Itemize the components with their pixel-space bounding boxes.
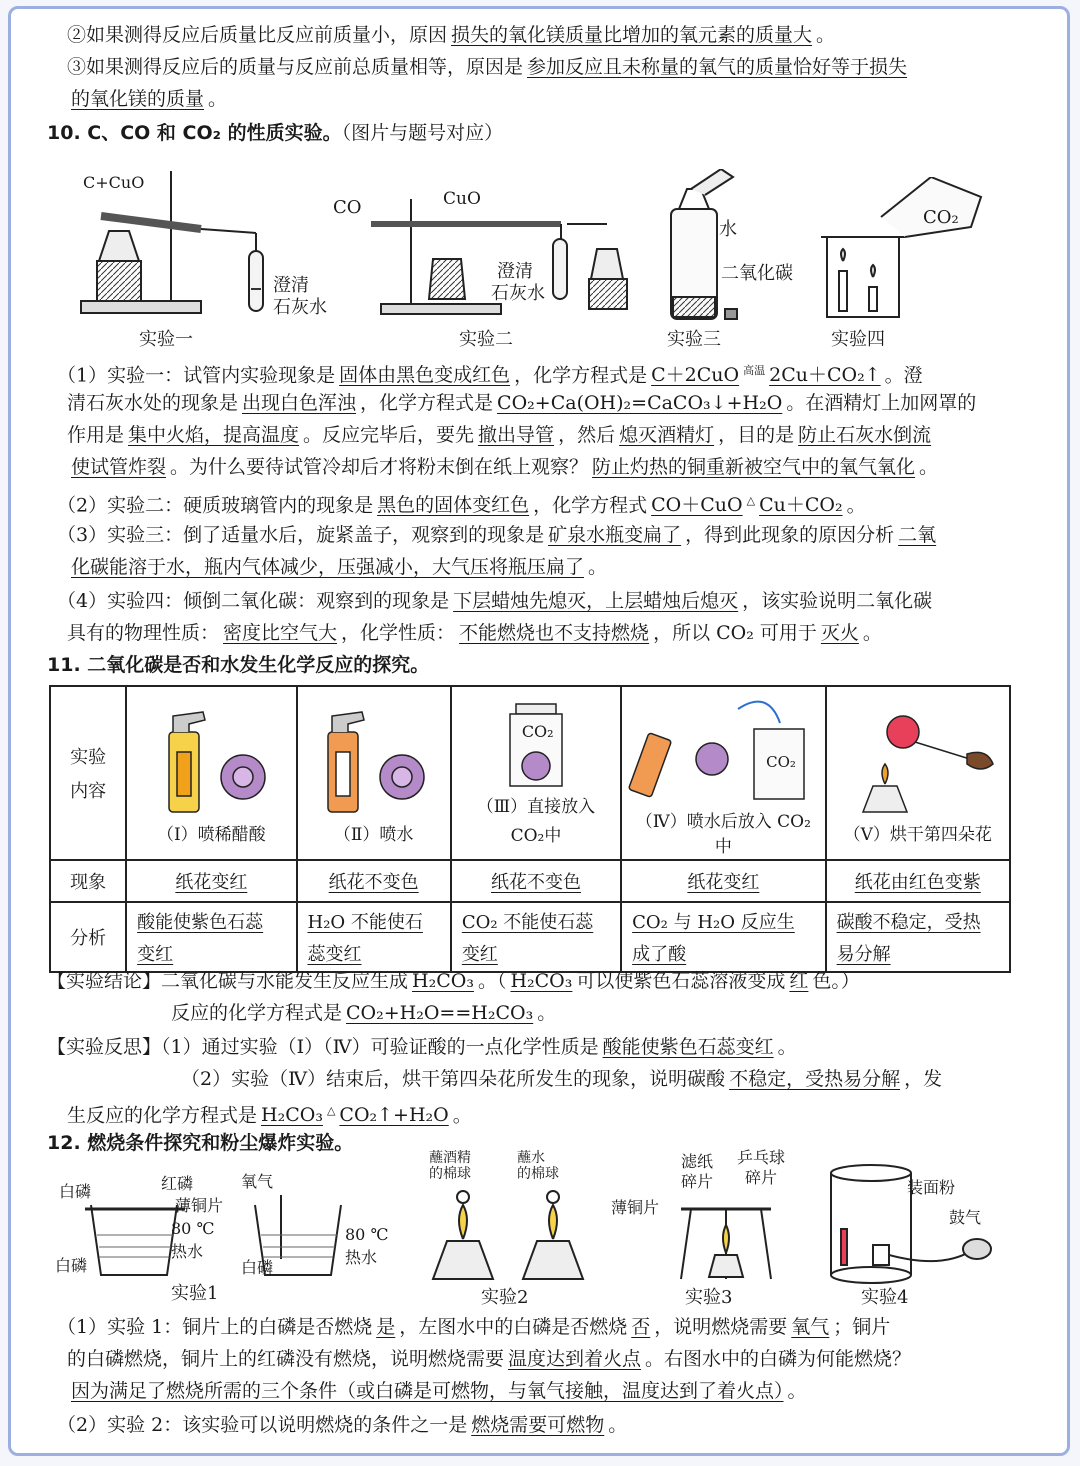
q11-reflection-1: 【实验反思】（1）通过实验（Ⅰ）（Ⅳ）可验证酸的一点化学性质是 酸能使紫色石蕊变红 。	[47, 1036, 797, 1058]
jar-label: CO₂	[766, 753, 796, 771]
fig1b-label-oxygen: 氧气	[241, 1172, 274, 1191]
q12-fig3-tripod	[671, 1189, 781, 1285]
fig2-label-cuo: CuO	[443, 189, 481, 209]
q9-line-3: ③如果测得反应后的质量与反应前总质量相等，原因是 参加反应且未称量的氧气的质量恰好等于损失	[67, 53, 1027, 81]
worksheet-page	[8, 6, 1070, 1456]
fig1-label-lime: 澄清	[273, 275, 309, 296]
answer: 出现白色浑浊	[242, 392, 357, 414]
q10-p3-line2: 化碳能溶于水，瓶内气体减少，压强减小，大气压将瓶压扁了 。	[67, 553, 1027, 581]
fig2-label-lime: 澄清	[497, 261, 533, 282]
answer: 因为满足了燃烧所需的三个条件（或白磷是可燃物，与氧气接触，温度达到了着火点）	[71, 1380, 784, 1402]
answer: 下层蜡烛先熄灭，上层蜡烛后熄灭	[453, 590, 739, 612]
q10-p1-line1: （1）实验一：试管内实验现象是 固体由黑色变成红色 ，化学方程式是 C＋2CuO $^{高温}$ 2Cu＋CO₂↑ 。澄	[57, 364, 923, 387]
fig1-label-red: 红磷	[161, 1174, 194, 1193]
q10-p1-line4: 使试管炸裂 。为什么要待试管冷却后才将粉末倒在纸上观察？ 防止灼热的铜重新被空气中的氧气氧化 。	[67, 453, 1027, 481]
fig1-caption: 实验一	[139, 329, 193, 350]
flower-drying-icon	[833, 702, 1003, 820]
answer: 矿泉水瓶变扁了	[548, 524, 682, 546]
q11-conclusion-2: 反应的化学方程式是 CO₂+H₂O==H₂CO₃ 。	[171, 1002, 557, 1024]
answer: 损失的氧化镁质量比增加的氧元素的质量大	[451, 24, 813, 46]
fig3-label-pingpong2: 碎片	[745, 1168, 778, 1187]
q10-p2: （2）实验二：硬质玻璃管内的现象是 黑色的固体变红色 ，化学方程式 CO＋CuO △ Cu＋CO₂ 。	[57, 494, 866, 517]
q10-p1-line2: 清石灰水处的现象是 出现白色浑浊 ，化学方程式是 CO₂+Ca(OH)₂=CaCO₃↓+H₂O 。在酒精灯上加网罩的	[67, 392, 977, 414]
fig2-label-water2: 的棉球	[517, 1166, 559, 1182]
q10-fig4-beaker	[811, 177, 991, 327]
q9-line-2: ②如果测得反应后质量比反应前质量小，原因 损失的氧化镁质量比增加的氧元素的质量大 。	[67, 24, 836, 46]
answer: 是	[376, 1316, 396, 1338]
analysis-5a: 碳酸不稳定，受热	[836, 912, 981, 933]
equation-left: CO＋CuO	[651, 494, 743, 517]
fig1b-label-white: 白磷	[241, 1258, 274, 1277]
table-row	[50, 860, 1010, 902]
col-3-caption-2: CO₂中	[510, 826, 562, 846]
q11-experiment-table	[49, 685, 1011, 973]
fig1-label-copper: 薄铜片	[175, 1196, 224, 1215]
spray-and-jar-icon	[628, 689, 818, 807]
col-4-image-cell	[621, 686, 825, 860]
q10-p4-line1: （4）实验四：倾倒二氧化碳：观察到的现象是 下层蜡烛先熄灭，上层蜡烛后熄灭 ，该实验说明二氧化碳	[57, 590, 933, 612]
q10-p1-line3: 作用是 集中火焰，提高温度 。反应完毕后，要先 撤出导管 ，然后 熄灭酒精灯 ，目的是 防止石灰水倒流	[67, 421, 1027, 449]
fig2-caption: 实验二	[459, 329, 513, 350]
analysis-3b: 变红	[461, 944, 498, 965]
q12-fig2-burners	[423, 1183, 593, 1283]
analysis-1a: 酸能使紫色石蕊	[137, 912, 264, 933]
condition: △	[746, 494, 756, 507]
spray-bottle-icon	[133, 702, 283, 820]
table-row	[50, 686, 1010, 860]
fig1b-label-hot: 热水	[345, 1248, 378, 1267]
row-header-analysis: 分析	[50, 902, 126, 972]
fig1-label-white2: 白磷	[55, 1256, 88, 1275]
q9-line-4: 的氧化镁的质量 。	[67, 85, 1027, 113]
fig3-label-water: 水	[719, 219, 737, 240]
answer: 燃烧需要可燃物	[471, 1414, 605, 1436]
answer: 参加反应且未称量的氧气的质量恰好等于损失	[527, 56, 908, 78]
answer: 防止灼热的铜重新被空气中的氧气氧化	[592, 456, 916, 478]
q11-reflection-3: 生反应的化学方程式是 H₂CO₃ △ CO₂↑+H₂O 。	[67, 1104, 472, 1127]
fig1-label-temp: 80 ℃	[171, 1219, 215, 1238]
answer: 黑色的固体变红色	[377, 494, 530, 517]
fig1b-label-temp: 80 ℃	[345, 1225, 389, 1244]
equation-right: CO₂↑+H₂O	[339, 1104, 449, 1127]
answer: 酸能使紫色石蕊变红	[602, 1036, 774, 1058]
condition: △	[326, 1104, 336, 1117]
col-3-caption: （Ⅲ）直接放入	[476, 797, 596, 817]
col-3-image-cell	[451, 686, 621, 860]
answer: 不稳定，受热易分解	[729, 1068, 901, 1090]
answer: 否	[631, 1316, 651, 1338]
analysis-2a: H₂O 不能使石	[307, 912, 423, 933]
col-1-caption: （Ⅰ）喷稀醋酸	[156, 824, 266, 845]
fig4-label-flour: 装面粉	[907, 1178, 956, 1197]
fig3-label-copper: 薄铜片	[611, 1198, 660, 1217]
analysis-2b: 蕊变红	[307, 944, 362, 965]
answer: 固体由黑色变成红色	[339, 364, 511, 387]
answer: 红	[789, 970, 809, 992]
fig3-caption: 实验三	[667, 329, 721, 350]
q12-fig1-caption: 实验1	[171, 1283, 219, 1304]
q12-p2: （2）实验 2：该实验可以说明燃烧的条件之一是 燃烧需要可燃物 。	[57, 1414, 628, 1436]
fig2-label-water1: 蘸水	[517, 1150, 545, 1166]
col-4-caption: （Ⅳ）喷水后放入 CO₂中	[635, 812, 811, 857]
phenomenon-2: 纸花不变色	[328, 872, 419, 893]
fig1-label-white: 白磷	[59, 1182, 92, 1201]
col-5-image-cell	[826, 686, 1010, 860]
fig4-caption: 实验四	[831, 329, 885, 350]
col-5-caption: （Ⅴ）烘干第四朵花	[843, 824, 992, 845]
answer: 二氧	[898, 524, 937, 546]
phenomenon-3: 纸花不变色	[490, 872, 581, 893]
q12-title: 12. 燃烧条件探究和粉尘爆炸实验。	[47, 1132, 354, 1154]
answer: 使试管炸裂	[71, 456, 167, 478]
fig2-label-alcohol1: 蘸酒精	[429, 1150, 471, 1166]
fig4-label-blow: 鼓气	[949, 1208, 982, 1227]
analysis-4b: 成了酸	[632, 944, 687, 965]
answer: 温度达到着火点	[508, 1348, 642, 1370]
q12-fig3-caption: 实验3	[685, 1287, 733, 1308]
q10-title: 10. C、CO 和 CO₂ 的性质实验。（图片与题号对应）	[47, 122, 504, 144]
spray-bottle-icon	[304, 702, 444, 820]
q12-p1-line3: 因为满足了燃烧所需的三个条件（或白磷是可燃物，与氧气接触，温度达到了着火点） 。	[67, 1377, 1027, 1405]
phenomenon-1: 纸花变红	[175, 872, 248, 893]
fig2-label-alcohol2: 的棉球	[429, 1166, 471, 1182]
equation: CO₂+H₂O==H₂CO₃	[346, 1002, 534, 1024]
q10-p4-line2: 具有的物理性质： 密度比空气大 ，化学性质： 不能燃烧也不支持燃烧 ，所以 CO₂ 可用于 灭火 。	[67, 622, 882, 644]
q12-p1-line2: 的白磷燃烧，铜片上的红磷没有燃烧，说明燃烧需要 温度达到着火点 。右图水中的白磷为何能燃烧？	[67, 1348, 912, 1370]
row-header-content: 实验 内容	[50, 686, 126, 860]
condition: 高温	[743, 364, 766, 377]
equation-left: H₂CO₃	[261, 1104, 323, 1127]
col-2-caption: （Ⅱ）喷水	[333, 824, 414, 845]
fig1-label-hot: 热水	[171, 1242, 204, 1261]
gas-jar-icon	[458, 700, 614, 792]
answer: H₂CO₃	[510, 970, 573, 992]
fig2-label-lime2: 石灰水	[491, 283, 545, 304]
fig1-label-lime2: 石灰水	[273, 297, 327, 318]
q10-fig3-bottle	[661, 169, 741, 329]
answer: 灭火	[820, 622, 859, 644]
phenomenon-5: 纸花由红色变紫	[854, 872, 981, 893]
col-2-image-cell	[297, 686, 451, 860]
q12-fig4-caption: 实验4	[861, 1287, 909, 1308]
q12-p1-line1: （1）实验 1：铜片上的白磷是否燃烧 是 ，左图水中的白磷是否燃烧 否 ，说明燃烧需要 氧气 ；铜片	[57, 1316, 891, 1338]
q10-p3-line1: （3）实验三：倒了适量水后，旋紧盖子，观察到的现象是 矿泉水瓶变扁了 ，得到此现象的原因分析 二氧	[57, 521, 1017, 549]
answer: 化碳能溶于水，瓶内气体减少，压强减小，大气压将瓶压扁了	[71, 556, 585, 578]
table-row	[50, 902, 1010, 972]
q11-reflection-2: （2）实验（Ⅳ）结束后，烘干第四朵花所发生的现象，说明碳酸 不稳定，受热易分解 ，发	[181, 1068, 943, 1090]
q12-fig2-caption: 实验2	[481, 1287, 529, 1308]
answer: 熄灭酒精灯	[619, 424, 715, 446]
q11-conclusion-1: 【实验结论】二氧化碳与水能发生反应生成 H₂CO₃ 。（ H₂CO₃ 可以使紫色石蕊溶液变成 红 色。）	[47, 970, 860, 992]
row-header-phenomenon: 现象	[50, 860, 126, 902]
analysis-5b: 易分解	[836, 944, 891, 965]
jar-label: CO₂	[521, 722, 554, 741]
answer: 防止石灰水倒流	[798, 424, 932, 446]
fig1-label-c-cuo: C+CuO	[83, 173, 145, 192]
col-1-image-cell	[126, 686, 296, 860]
equation-right: Cu＋CO₂	[759, 494, 843, 517]
answer: H₂CO₃	[412, 970, 474, 992]
answer: 密度比空气大	[223, 622, 338, 644]
equation-right: 2Cu＋CO₂↑	[769, 364, 881, 387]
answer: 撤出导管	[478, 424, 555, 446]
analysis-4a: CO₂ 与 H₂O 反应生	[632, 912, 795, 933]
fig3-label-co2: 二氧化碳	[721, 263, 793, 284]
fig3-label-filter1: 滤纸	[681, 1152, 714, 1171]
fig3-label-filter2: 碎片	[681, 1172, 714, 1191]
answer: 不能燃烧也不支持燃烧	[459, 622, 650, 644]
fig3-label-pingpong1: 乒乓球	[737, 1148, 786, 1167]
fig4-label-co2: CO₂	[923, 207, 959, 228]
phenomenon-4: 纸花变红	[687, 872, 760, 893]
equation: CO₂+Ca(OH)₂=CaCO₃↓+H₂O	[497, 392, 783, 414]
answer: 的氧化镁的质量	[71, 88, 205, 110]
q11-title: 11. 二氧化碳是否和水发生化学反应的探究。	[47, 654, 430, 676]
fig2-label-co: CO	[333, 197, 362, 218]
equation-left: C＋2CuO	[651, 364, 740, 387]
analysis-3a: CO₂ 不能使石蕊	[461, 912, 594, 933]
answer: 集中火焰，提高温度	[128, 424, 300, 446]
answer: 氧气	[791, 1316, 830, 1338]
analysis-1b: 变红	[137, 944, 174, 965]
